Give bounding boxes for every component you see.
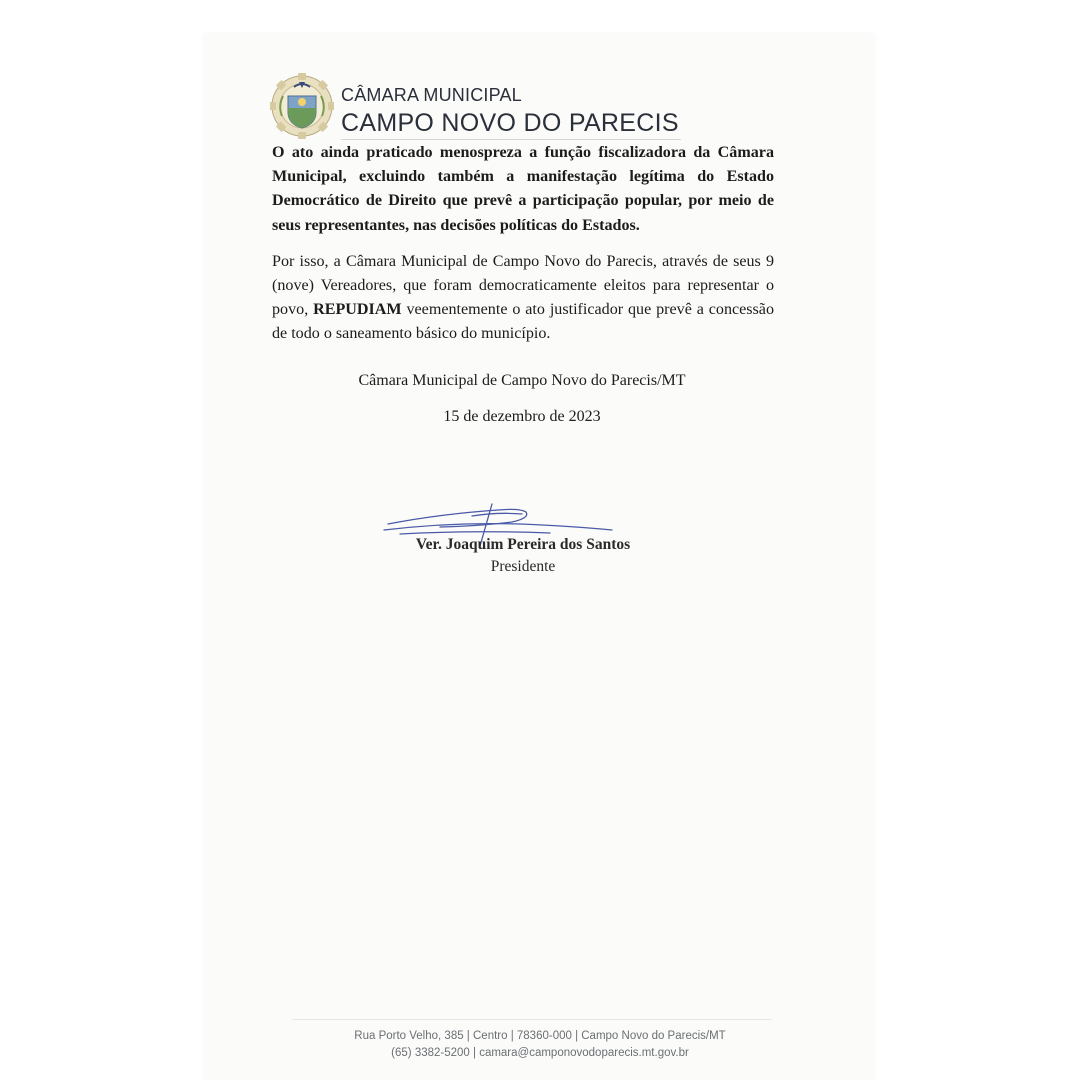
footer [230, 1028, 850, 1062]
document-body [272, 141, 774, 347]
closing-place: Câmara Municipal de Campo Novo do Parecis/MT [358, 372, 686, 389]
signer-title: Presidente [490, 558, 556, 575]
letterhead [270, 73, 690, 143]
footer-divider [292, 1019, 772, 1020]
footer-address: Rua Porto Velho, 385 | Centro | 78360-000 | Campo Novo do Parecis/MT [354, 1030, 726, 1042]
paragraph-2-rest: veementemente o ato justificador que prevê a concessão de todo o saneamento básico do município. [272, 301, 774, 343]
repudiam-emphasis: REPUDIAM [313, 301, 402, 319]
coat-of-arms-icon [270, 73, 334, 139]
municipality-name: CAMPO NOVO DO PARECIS [341, 109, 679, 137]
paragraph-2 [272, 250, 774, 347]
header-divider [341, 139, 681, 140]
closing-date: 15 de dezembro de 2023 [443, 408, 601, 425]
paragraph-1: O ato ainda praticado menospreza a função fiscalizadora da Câmara Municipal, excluindo também a manifestação legítima do Estado Democrático de Direito que prevê a participação popular, por meio de seus representantes, nas decisões políticas do Estados. [272, 144, 774, 234]
footer-contact: (65) 3382-5200 | camara@camponovodoparecis.mt.gov.br [391, 1047, 689, 1059]
chamber-label: CÂMARA MUNICIPAL [341, 85, 522, 105]
signer-name: Ver. Joaquim Pereira dos Santos [415, 536, 631, 553]
paragraph-2-intro: Por isso, a Câmara Municipal de Campo Novo do Parecis, através de seus 9 (nove) Vereadores, que foram democraticamente eleitos para representar o povo, [272, 252, 774, 319]
